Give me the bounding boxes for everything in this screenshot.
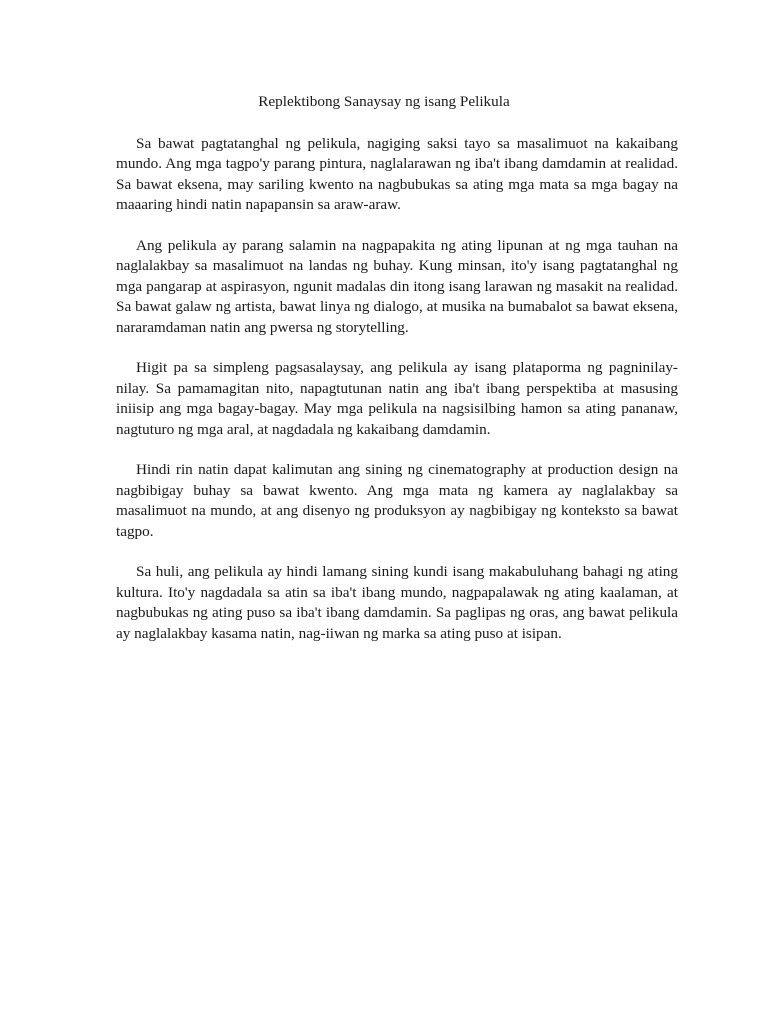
- document-title: Replektibong Sanaysay ng isang Pelikula: [258, 93, 510, 110]
- paragraph: Higit pa sa simpleng pagsasalaysay, ang pelikula ay isang plataporma ng pagninilay-nilay. Sa pamamagitan nito, napagtutunan natin ang iba't ibang perspektiba at masusing iniisip ang mga bagay-bagay. May mga pelikula na nagsisilbing hamon sa ating pananaw, nagtuturo ng mga aral, at nagdadala ng kakaibang damdamin.: [116, 359, 678, 438]
- document-body: [116, 134, 678, 664]
- paragraph: Hindi rin natin dapat kalimutan ang sining ng cinematography at production design na nagbibigay buhay sa bawat kwento. Ang mga mata ng kamera ay naglalakbay sa masalimuot na mundo, at ang disenyo ng produksyon ay nagbibigay ng konteksto sa bawat tagpo.: [116, 461, 678, 540]
- paragraph: Ang pelikula ay parang salamin na nagpapakita ng ating lipunan at ng mga tauhan na naglalakbay sa masalimuot na landas ng buhay. Kung minsan, ito'y isang pagtatanghal ng mga pangarap at aspirasyon, ngunit madalas din itong isang larawan ng masakit na realidad. Sa bawat galaw ng artista, bawat linya ng dialogo, at musika na bumabalot sa bawat eksena, nararamdaman natin ang pwersa ng storytelling.: [116, 237, 678, 336]
- paragraph: Sa bawat pagtatanghal ng pelikula, nagiging saksi tayo sa masalimuot na kakaibang mundo. Ang mga tagpo'y parang pintura, naglalarawan ng iba't ibang damdamin at realidad. Sa bawat eksena, may sariling kwento na nagbubukas sa ating mga mata sa mga bagay na maaaring hindi natin napapansin sa araw-araw.: [116, 135, 678, 214]
- paragraph: Sa huli, ang pelikula ay hindi lamang sining kundi isang makabuluhang bahagi ng ating kultura. Ito'y nagdadala sa atin sa iba't ibang mundo, nagpapalawak ng ating kaalaman, at nagbubukas ng ating puso sa iba't ibang damdamin. Sa paglipas ng oras, ang bawat pelikula ay naglalakbay kasama natin, nag-iiwan ng marka sa ating puso at isipan.: [116, 563, 678, 642]
